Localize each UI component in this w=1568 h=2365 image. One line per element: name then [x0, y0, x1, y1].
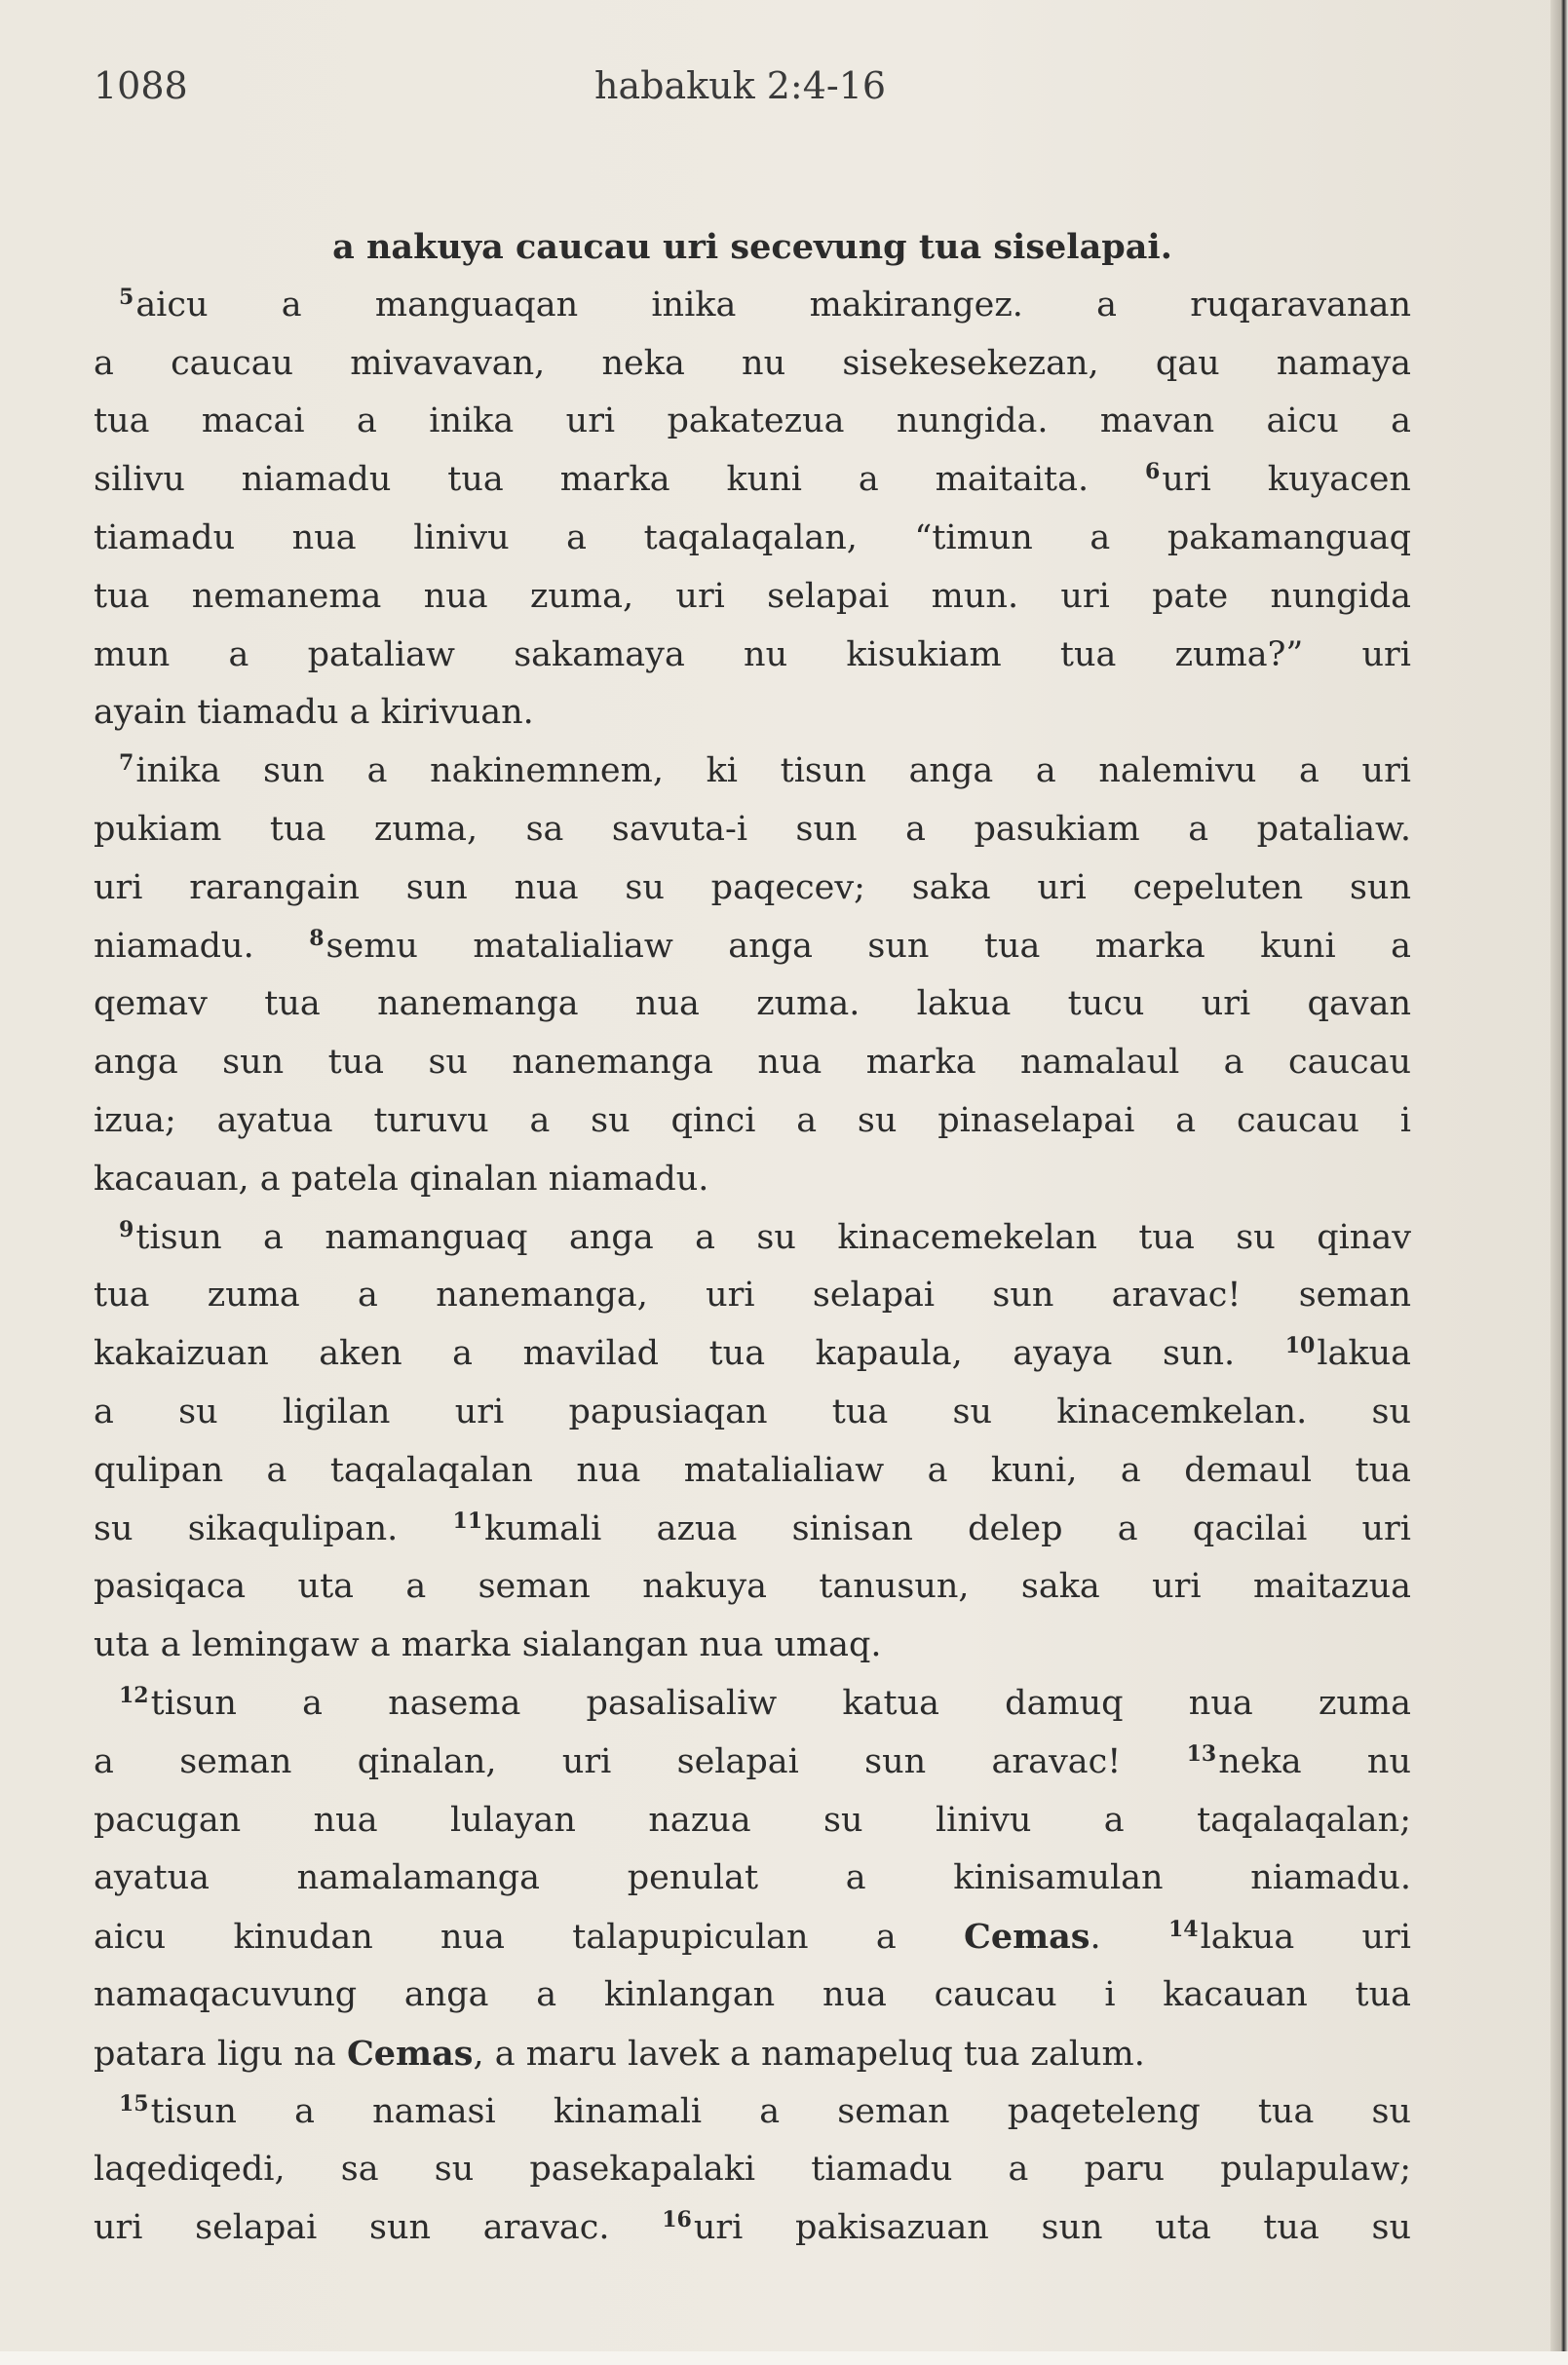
text-line: ayain tiamadu a kirivuan.	[94, 693, 534, 733]
text-line: a su ligilan uri papusiaqan tua su kinacemkelan. su	[94, 1392, 1411, 1431]
line-text: patara ligu na	[94, 2034, 336, 2074]
text-line: tua zuma a nanemanga, uri selapai sun aravac! seman	[94, 1276, 1411, 1316]
line-text: neka nu	[1218, 1741, 1411, 1781]
text-line: kacauan, a patela qinalan niamadu.	[94, 1159, 709, 1199]
text-line	[94, 1209, 1411, 1268]
text-line: tua macai a inika uri pakatezua nungida. mavan aicu a	[94, 401, 1411, 441]
text-line	[94, 918, 1411, 976]
text-line: uri rarangain sun nua su paqecev; saka uri cepeluten sun	[94, 867, 1411, 907]
text-line: laqediqedi, sa su pasekapalaki tiamadu a paru pulapulaw;	[94, 2150, 1411, 2190]
verse-number: 10	[1284, 1333, 1316, 1359]
line-text: lakua uri	[1200, 1918, 1411, 1958]
verse-number: 16	[662, 2207, 692, 2233]
line-text: inika sun a nakinemnem, ki tisun anga a nalemivu a uri	[135, 751, 1411, 791]
text-line: namaqacuvung anga a kinlangan nua caucau i kacauan tua	[94, 1974, 1411, 2014]
line-text: tisun a namanguaq anga a su kinacemekelan tua su qinav	[135, 1217, 1411, 1257]
page-bottom-band	[0, 2351, 1568, 2365]
text-line: ayatua namalamanga penulat a kinisamulan niamadu.	[94, 1858, 1411, 1898]
text-line	[94, 2083, 1411, 2142]
line-text: su sikaqulipan.	[94, 1508, 399, 1548]
line-text: a seman qinalan, uri selapai sun aravac!	[94, 1741, 1122, 1781]
line-text: lakua	[1317, 1334, 1411, 1374]
divine-name: Cemas	[963, 1917, 1090, 1958]
verse-number: 15	[119, 2090, 149, 2117]
verse-number: 6	[1145, 459, 1161, 485]
line-text: kumali azua sinisan delep a qacilai uri	[484, 1508, 1411, 1548]
line-text: uri pakisazuan sun uta tua su	[693, 2208, 1411, 2248]
verse-number: 8	[309, 925, 325, 951]
verse-number: 14	[1167, 1917, 1199, 1943]
line-text: silivu niamadu tua marka kuni a maitaita.	[94, 460, 1090, 500]
line-text: kakaizuan aken a mavilad tua kapaula, ayaya sun.	[94, 1334, 1236, 1374]
running-head: habakuk 2:4-16	[594, 64, 887, 107]
text-line	[94, 1734, 1411, 1792]
text-line: tua nemanema nua zuma, uri selapai mun. uri pate nungida	[94, 576, 1411, 616]
text-line	[94, 1325, 1411, 1384]
verse-number: 13	[1186, 1740, 1217, 1767]
text-line: pacugan nua lulayan nazua su linivu a taqalaqalan;	[94, 1800, 1411, 1840]
line-text: niamadu.	[94, 926, 254, 966]
line-text: tisun a nasema pasalisaliw katua damuq nua zuma	[150, 1683, 1411, 1723]
page-number: 1088	[94, 64, 188, 107]
text-line	[94, 1675, 1411, 1734]
text-line	[94, 451, 1411, 510]
scripture-text	[94, 218, 1411, 2258]
text-line: a nakuya caucau uri secevung tua siselapai.	[332, 227, 1172, 267]
line-text: .	[1090, 1918, 1101, 1958]
verse-number: 5	[119, 284, 134, 310]
line-text: uri selapai sun aravac.	[94, 2208, 610, 2248]
line-text: semu matalialiaw anga sun tua marka kuni a	[325, 926, 1411, 966]
text-line	[94, 2199, 1411, 2258]
text-line	[94, 1501, 1411, 1559]
text-line: qemav tua nanemanga nua zuma. lakua tucu uri qavan	[94, 984, 1411, 1024]
text-line	[94, 1908, 1411, 1966]
text-line: qulipan a taqalaqalan nua matalialiaw a kuni, a demaul tua	[94, 1450, 1411, 1490]
text-line: anga sun tua su nanemanga nua marka namalaul a caucau	[94, 1043, 1411, 1083]
divine-name: Cemas	[346, 2033, 474, 2074]
text-line	[94, 277, 1411, 335]
text-line	[94, 2025, 1411, 2083]
verse-number: 12	[119, 1682, 149, 1708]
page-header	[94, 64, 1438, 123]
line-text: aicu kinudan nua talapupiculan a	[94, 1918, 897, 1958]
line-text: tisun a namasi kinamali a seman paqeteleng tua su	[150, 2091, 1411, 2131]
text-line: mun a pataliaw sakamaya nu kisukiam tua zuma?” uri	[94, 634, 1411, 674]
text-line: uta a lemingaw a marka sialangan nua umaq.	[94, 1625, 882, 1665]
text-line: tiamadu nua linivu a taqalaqalan, “timun a pakamanguaq	[94, 517, 1411, 557]
line-text: , a maru lavek a namapeluq tua zalum.	[473, 2034, 1145, 2074]
line-text: aicu a manguaqan inika makirangez. a ruqaravanan	[135, 285, 1411, 324]
verse-number: 11	[452, 1507, 483, 1534]
verse-number: 9	[119, 1216, 134, 1242]
line-text: uri kuyacen	[1162, 460, 1411, 500]
book-edge	[1550, 0, 1568, 2365]
text-line: pukiam tua zuma, sa savuta-i sun a pasukiam a pataliaw.	[94, 809, 1411, 849]
verse-number: 7	[119, 750, 134, 777]
text-line: a caucau mivavavan, neka nu sisekesekezan, qau namaya	[94, 343, 1411, 383]
text-line	[94, 743, 1411, 801]
text-line: izua; ayatua turuvu a su qinci a su pinaselapai a caucau i	[94, 1100, 1411, 1140]
text-line: pasiqaca uta a seman nakuya tanusun, saka uri maitazua	[94, 1567, 1411, 1607]
